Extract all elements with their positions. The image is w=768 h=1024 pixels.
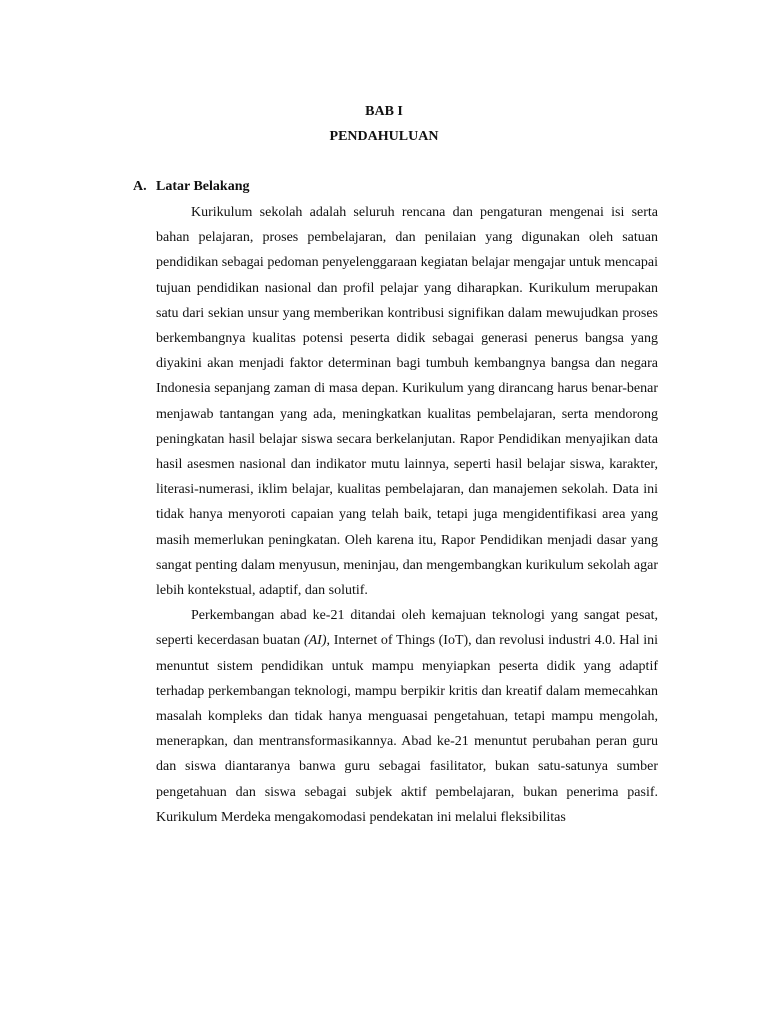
paragraph-2-italic-term: (AI) xyxy=(303,633,327,649)
paragraph-2 xyxy=(156,603,658,830)
section-title: Latar Belakang xyxy=(156,179,250,194)
section-marker: A. xyxy=(133,179,147,194)
paragraph-2-text-b: , Internet of Things (IoT), dan revolusi industri 4.0. Hal ini menuntut sistem pendidikan untuk mampu menyiapkan peserta didik yang adaptif terhadap perkembangan teknologi, mampu berpikir kritis dan kreatif dalam memecahkan masalah kompleks dan tidak hanya menguasai pengetahuan, tetapi mampu mengolah, menerapkan, dan mentransformasikannya. Abad ke-21 menuntut perubahan peran guru dan siswa diantaranya banwa guru sebagai fasilitator, bukan satu-satunya sumber pengetahuan dan siswa sebagai subjek aktif pembelajaran, bukan penerima pasif. Kurikulum Merdeka mengakomodasi pendekatan ini melalui fleksibilitas xyxy=(156,633,658,825)
paragraph-2-text-a: Perkembangan abad ke-21 ditandai oleh kemajuan teknologi yang sangat pesat, seperti kecerdasan buatan xyxy=(156,608,658,649)
chapter-title: PENDAHULUAN xyxy=(329,129,439,144)
paragraph-1: Kurikulum sekolah adalah seluruh rencana dan pengaturan mengenai isi serta bahan pelajaran, proses pembelajaran, dan penilaian yang digunakan oleh satuan pendidikan sebagai pedoman penyelenggaraan kegiatan belajar mengajar untuk mencapai tujuan pendidikan nasional dan profil pelajar yang diharapkan. Kurikulum merupakan satu dari sekian unsur yang memberikan kontribusi signifikan dalam mewujudkan proses berkembangnya kualitas potensi peserta didik sebagai generasi penerus bangsa yang diyakini akan menjadi faktor determinan bagi tumbuh kembangnya bangsa dan negara Indonesia sepanjang zaman di masa depan. Kurikulum yang dirancang harus benar-benar menjawab tantangan yang ada, meningkatkan kualitas pembelajaran, serta mendorong peningkatan hasil belajar siswa secara berkelanjutan. Rapor Pendidikan menyajikan data hasil asesmen nasional dan indikator mutu lainnya, seperti hasil belajar siswa, karakter, literasi-numerasi, iklim belajar, kualitas pembelajaran, dan manajemen sekolah. Data ini tidak hanya menyoroti capaian yang telah baik, tetapi juga mengidentifikasi area yang masih memerlukan peningkatan. Oleh karena itu, Rapor Pendidikan menjadi dasar yang sangat penting dalam menyusun, meninjau, dan mengembangkan kurikulum sekolah agar lebih kontekstual, adaptif, dan solutif. xyxy=(156,205,658,599)
chapter-number: BAB I xyxy=(365,104,403,119)
body-text xyxy=(156,200,658,830)
section-heading xyxy=(133,177,249,197)
